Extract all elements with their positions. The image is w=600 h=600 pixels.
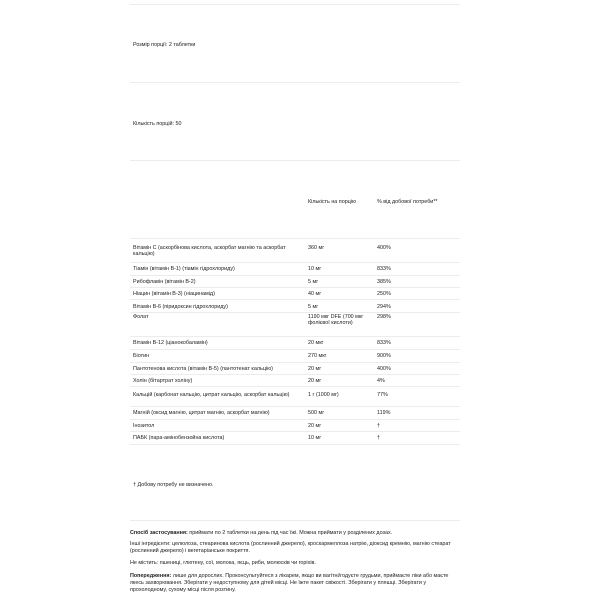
row-divider <box>130 362 460 363</box>
row-divider <box>130 349 460 350</box>
nutrient-daily-value: 400% <box>377 245 391 251</box>
row-divider <box>130 374 460 375</box>
nutrient-amount: 10 мг <box>308 266 322 272</box>
nutrient-amount: 20 мг <box>308 366 322 372</box>
row-divider <box>130 299 460 300</box>
row-divider <box>130 444 460 445</box>
warnings <box>130 573 460 594</box>
row-divider <box>130 287 460 288</box>
nutrient-daily-value: 833% <box>377 266 391 272</box>
header-amount: Кількість на порцію <box>308 199 357 205</box>
row-divider <box>130 406 460 407</box>
row-divider <box>130 262 460 263</box>
allergens: Не містить: пшениці, глютену, сої, молока, яєць, риби, молюсків чи горіхів. <box>130 560 316 566</box>
nutrient-name: Вітамін С (аскорбінова кислота, аскорбат магнію та аскорбат кальцію) <box>133 245 286 258</box>
nutrient-amount: 270 мкг <box>308 353 327 359</box>
divider <box>130 4 460 5</box>
nutrient-daily-value: 900% <box>377 353 391 359</box>
divider <box>130 160 460 161</box>
warnings-text: лише для дорослих. Проконсультуйтеся з лікарем, якщо ви вагітні/годуєте грудьми, приймаєте ліки або маєте якесь захворювання. Зберігати у недоступному для дітей місці. Не їжте пакет свіжості. Зберігати у пляшці. Зберігати у прохолодному, сухому місці після розтину. <box>130 573 449 593</box>
header-dv: % від добової потреби** <box>377 199 438 205</box>
nutrient-daily-value: 77% <box>377 392 388 398</box>
serving-size: Розмір порції: 2 таблетки <box>133 42 196 48</box>
nutrient-amount: 500 мг <box>308 410 325 416</box>
nutrient-amount: 20 мг <box>308 378 322 384</box>
servings-count: Кількість порцій: 50 <box>133 121 182 127</box>
nutrient-daily-value: 119% <box>377 410 391 416</box>
nutrient-amount: 5 мг <box>308 304 319 310</box>
usage-label: Спосіб застосування: <box>130 530 188 536</box>
row-divider <box>130 275 460 276</box>
row-divider <box>130 312 460 313</box>
divider <box>130 82 460 83</box>
nutrient-name: Фолат <box>133 314 149 320</box>
row-divider <box>130 386 460 387</box>
usage-text: приймати по 2 таблетки на день під час їжі. Можна приймати у розділених дозах. <box>187 530 393 536</box>
nutrient-name: Вітамін В-12 (ціанокобаламін) <box>133 340 208 346</box>
nutrient-amount: 20 мг <box>308 423 322 429</box>
nutrient-name: Холін (бітартрат холіну) <box>133 378 193 384</box>
nutrient-daily-value: 4% <box>377 378 385 384</box>
row-divider <box>130 431 460 432</box>
nutrient-amount: 10 мг <box>308 435 322 441</box>
nutrient-daily-value: 250% <box>377 291 391 297</box>
warnings-label: Попередження: <box>130 573 172 579</box>
nutrient-name: Ніацин (вітамін В-3) (ніацинамід) <box>133 291 215 297</box>
nutrient-daily-value: 385% <box>377 279 391 285</box>
nutrient-amount: 20 мкг <box>308 340 324 346</box>
nutrient-daily-value: † <box>377 435 380 441</box>
nutrient-name: Пантотенова кислота (вітамін В-5) (пантотенат кальцію) <box>133 366 273 372</box>
nutrient-daily-value: 294% <box>377 304 391 310</box>
nutrient-daily-value: 298% <box>377 314 391 320</box>
nutrient-daily-value: † <box>377 423 380 429</box>
other-ingredients: Інші інгредієнти: целюлоза, стеаринова кислота (рослинний джерело), кроскармеллоза натрію, діоксид кремнію, магнію стеарат (рослинний джерело) і вегетаріанське покриття. <box>130 541 451 554</box>
nutrient-name: Тіамін (вітамін В-1) (тіамін гідрохлориду) <box>133 266 235 272</box>
nutrient-name: Рибофлавін (вітамін В-2) <box>133 279 196 285</box>
nutrient-amount: 40 мг <box>308 291 322 297</box>
nutrient-name: Біотин <box>133 353 150 359</box>
nutrient-daily-value: 400% <box>377 366 391 372</box>
nutrient-amount: 5 мг <box>308 279 319 285</box>
nutrient-name: ПАБК (пара-амінобензойна кислота) <box>133 435 225 441</box>
row-divider <box>130 336 460 337</box>
nutrient-name: Вітамін В-6 (піридоксин гідрохлориду) <box>133 304 228 310</box>
nutrient-amount: 360 мг <box>308 245 325 251</box>
nutrient-name: Кальцій (карбонат кальцію, цитрат кальцію, аскорбат кальцію) <box>133 392 290 398</box>
supplement-facts <box>130 0 460 600</box>
nutrient-name: Інозитол <box>133 423 155 429</box>
divider <box>130 238 460 239</box>
nutrient-name: Магній (оксид магнію, цитрат магнію, аскорбат магнію) <box>133 410 270 416</box>
nutrient-daily-value: 833% <box>377 340 391 346</box>
nutrient-amount: 1 г (1000 мг) <box>308 392 339 398</box>
footnote: † Добову потребу не визначено. <box>133 482 214 488</box>
row-divider <box>130 419 460 420</box>
divider <box>130 520 460 521</box>
usage-instructions <box>130 530 460 537</box>
nutrient-amount: 1190 мкг DFE (700 мкг фолієвої кислоти) <box>308 314 364 327</box>
